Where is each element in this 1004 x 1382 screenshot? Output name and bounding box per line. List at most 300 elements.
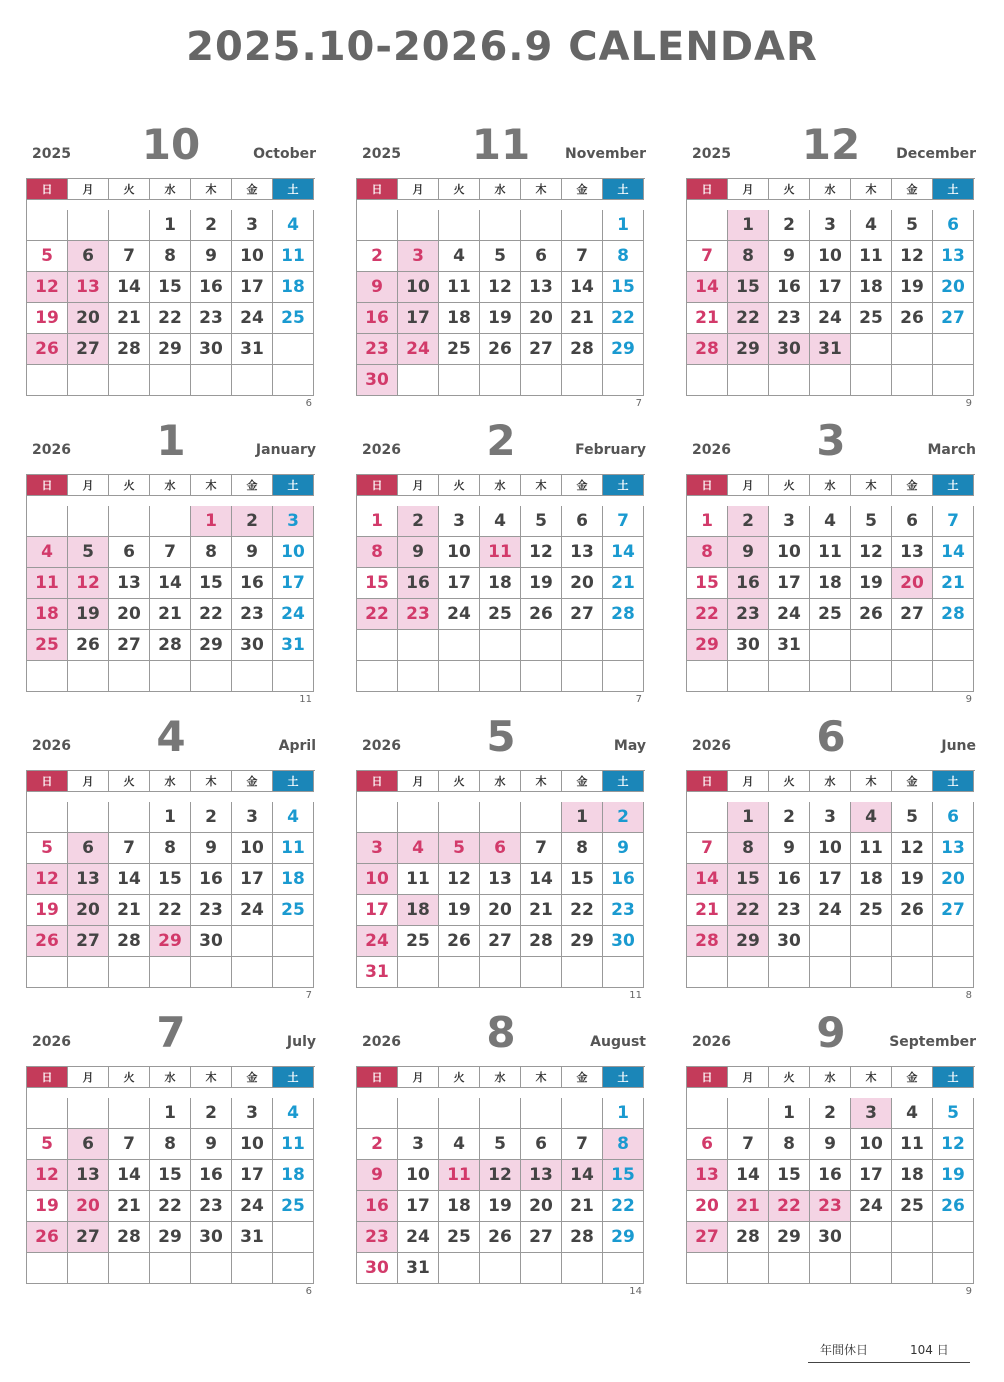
day-cell: 16 [191, 272, 232, 303]
empty-cell [357, 1098, 398, 1129]
empty-cell [562, 365, 603, 396]
day-cell: 11 [27, 568, 68, 599]
weekday-header: 火 [109, 179, 150, 200]
day-cell: 31 [273, 630, 314, 661]
weekday-header: 水 [810, 179, 851, 200]
month-number: 6 [816, 712, 846, 761]
empty-cell [357, 661, 398, 692]
empty-cell [439, 630, 480, 661]
day-cell: 5 [439, 833, 480, 864]
empty-cell [933, 661, 974, 692]
day-cell: 4 [851, 802, 892, 833]
day-cell: 19 [521, 568, 562, 599]
day-cell: 22 [150, 895, 191, 926]
weekday-header: 土 [603, 1067, 644, 1088]
month-block [26, 118, 316, 414]
day-cell: 11 [892, 1129, 933, 1160]
month-holiday-count: 6 [305, 398, 312, 409]
day-cell: 18 [27, 599, 68, 630]
day-cell: 8 [728, 833, 769, 864]
day-cell: 20 [68, 895, 109, 926]
day-cell: 24 [232, 895, 273, 926]
day-cell: 30 [357, 1253, 398, 1284]
day-cell: 19 [27, 303, 68, 334]
weekday-header: 月 [398, 771, 439, 792]
day-cell: 2 [810, 1098, 851, 1129]
month-block [26, 414, 316, 710]
month-day-grid [356, 1066, 645, 1284]
day-cell: 17 [769, 568, 810, 599]
day-cell: 19 [892, 272, 933, 303]
day-cell: 10 [232, 241, 273, 272]
day-cell: 19 [851, 568, 892, 599]
day-cell: 28 [562, 1222, 603, 1253]
day-cell: 28 [687, 334, 728, 365]
empty-cell [562, 1253, 603, 1284]
day-cell: 24 [769, 599, 810, 630]
day-cell: 15 [687, 568, 728, 599]
weekday-header: 土 [273, 179, 314, 200]
weekday-header: 月 [68, 1067, 109, 1088]
day-cell: 13 [521, 272, 562, 303]
day-cell: 23 [191, 303, 232, 334]
day-cell: 13 [933, 241, 974, 272]
month-day-grid [26, 770, 315, 988]
empty-cell [68, 506, 109, 537]
empty-cell [480, 957, 521, 988]
empty-cell [562, 957, 603, 988]
month-holiday-count: 9 [965, 694, 972, 705]
day-cell: 12 [892, 833, 933, 864]
empty-cell [728, 957, 769, 988]
weekday-header: 水 [480, 1067, 521, 1088]
day-cell: 6 [68, 1129, 109, 1160]
day-cell: 31 [232, 1222, 273, 1253]
day-cell: 3 [439, 506, 480, 537]
empty-cell [892, 926, 933, 957]
day-cell: 4 [273, 802, 314, 833]
day-cell: 20 [68, 1191, 109, 1222]
empty-cell [232, 661, 273, 692]
empty-cell [728, 1098, 769, 1129]
day-cell: 19 [27, 895, 68, 926]
day-cell: 11 [273, 833, 314, 864]
day-cell: 30 [232, 630, 273, 661]
day-cell: 23 [191, 1191, 232, 1222]
day-cell: 9 [769, 241, 810, 272]
month-day-grid [686, 1066, 975, 1284]
weekday-header: 土 [603, 771, 644, 792]
month-year: 2026 [692, 1034, 731, 1050]
day-cell: 3 [398, 1129, 439, 1160]
day-cell: 10 [398, 1160, 439, 1191]
day-cell: 9 [191, 241, 232, 272]
day-cell: 31 [398, 1253, 439, 1284]
day-cell: 2 [357, 1129, 398, 1160]
month-number: 10 [141, 120, 201, 169]
empty-cell [357, 210, 398, 241]
month-name: December [896, 146, 976, 162]
day-cell: 31 [357, 957, 398, 988]
day-cell: 16 [191, 864, 232, 895]
empty-cell [398, 630, 439, 661]
day-cell: 22 [728, 303, 769, 334]
day-cell: 20 [892, 568, 933, 599]
day-cell: 23 [810, 1191, 851, 1222]
day-cell: 14 [109, 864, 150, 895]
weekday-header: 土 [933, 179, 974, 200]
day-cell: 7 [603, 506, 644, 537]
day-cell: 14 [150, 568, 191, 599]
day-cell: 4 [439, 241, 480, 272]
weekday-header: 土 [933, 771, 974, 792]
month-number: 5 [486, 712, 516, 761]
day-cell: 12 [933, 1129, 974, 1160]
empty-cell [398, 661, 439, 692]
month-name: March [927, 442, 976, 458]
empty-cell [769, 1253, 810, 1284]
day-cell: 21 [687, 895, 728, 926]
day-cell: 11 [851, 241, 892, 272]
empty-cell [68, 1098, 109, 1129]
empty-cell [273, 957, 314, 988]
weekday-header: 火 [769, 475, 810, 496]
day-cell: 27 [68, 334, 109, 365]
month-block [686, 710, 976, 1006]
month-number: 2 [486, 416, 516, 465]
month-year: 2026 [362, 738, 401, 754]
empty-cell [687, 802, 728, 833]
weekday-header: 金 [892, 475, 933, 496]
empty-cell [439, 1253, 480, 1284]
day-cell: 2 [191, 210, 232, 241]
day-cell: 13 [933, 833, 974, 864]
day-cell: 24 [851, 1191, 892, 1222]
weekday-header: 木 [191, 179, 232, 200]
day-cell: 24 [398, 334, 439, 365]
empty-cell [109, 506, 150, 537]
month-name: January [255, 442, 316, 458]
day-cell: 23 [769, 895, 810, 926]
day-cell: 15 [603, 1160, 644, 1191]
day-cell: 5 [892, 802, 933, 833]
day-cell: 23 [728, 599, 769, 630]
day-cell: 25 [439, 1222, 480, 1253]
day-cell: 5 [27, 833, 68, 864]
weekday-header: 火 [109, 1067, 150, 1088]
day-cell: 25 [273, 1191, 314, 1222]
day-cell: 12 [892, 241, 933, 272]
day-cell: 14 [603, 537, 644, 568]
weekday-header: 土 [273, 475, 314, 496]
weekday-header: 金 [562, 179, 603, 200]
day-cell: 8 [150, 833, 191, 864]
day-cell: 18 [892, 1160, 933, 1191]
day-cell: 8 [769, 1129, 810, 1160]
month-year: 2025 [362, 146, 401, 162]
month-name: August [590, 1034, 646, 1050]
empty-cell [273, 1253, 314, 1284]
empty-cell [273, 1222, 314, 1253]
month-holiday-count: 7 [635, 694, 642, 705]
day-cell: 6 [109, 537, 150, 568]
month-day-grid [26, 178, 315, 396]
day-cell: 23 [357, 334, 398, 365]
day-cell: 13 [68, 864, 109, 895]
month-holiday-count: 11 [629, 990, 642, 1001]
day-cell: 30 [191, 1222, 232, 1253]
day-cell: 29 [728, 334, 769, 365]
month-number: 7 [156, 1008, 186, 1057]
day-cell: 12 [27, 272, 68, 303]
day-cell: 19 [933, 1160, 974, 1191]
page-title: 2025.10-2026.9 CALENDAR [186, 24, 818, 70]
empty-cell [150, 506, 191, 537]
annual-holidays-summary [808, 1338, 970, 1363]
weekday-header: 月 [68, 475, 109, 496]
empty-cell [603, 957, 644, 988]
weekday-header: 土 [603, 179, 644, 200]
day-cell: 13 [562, 537, 603, 568]
month-day-grid [356, 178, 645, 396]
day-cell: 22 [150, 1191, 191, 1222]
day-cell: 14 [933, 537, 974, 568]
day-cell: 25 [27, 630, 68, 661]
day-cell: 28 [603, 599, 644, 630]
day-cell: 28 [728, 1222, 769, 1253]
month-year: 2026 [32, 738, 71, 754]
day-cell: 5 [27, 241, 68, 272]
day-cell: 21 [933, 568, 974, 599]
month-number: 9 [816, 1008, 846, 1057]
month-day-grid [686, 770, 975, 988]
weekday-header: 木 [521, 179, 562, 200]
day-cell: 1 [150, 210, 191, 241]
weekday-header: 日 [27, 475, 68, 496]
empty-cell [810, 1253, 851, 1284]
day-cell: 26 [27, 926, 68, 957]
month-name: July [286, 1034, 316, 1050]
empty-cell [398, 1098, 439, 1129]
month-number: 11 [471, 120, 531, 169]
day-cell: 2 [191, 1098, 232, 1129]
empty-cell [687, 1253, 728, 1284]
day-cell: 4 [439, 1129, 480, 1160]
day-cell: 27 [933, 303, 974, 334]
day-cell: 20 [933, 864, 974, 895]
weekday-header: 木 [851, 771, 892, 792]
weekday-header: 日 [357, 475, 398, 496]
empty-cell [521, 661, 562, 692]
weekday-header: 月 [728, 475, 769, 496]
weekday-header: 木 [851, 475, 892, 496]
day-cell: 3 [357, 833, 398, 864]
day-cell: 7 [109, 833, 150, 864]
day-cell: 6 [687, 1129, 728, 1160]
day-cell: 12 [439, 864, 480, 895]
day-cell: 20 [521, 303, 562, 334]
empty-cell [728, 1253, 769, 1284]
day-cell: 28 [109, 334, 150, 365]
weekday-header: 金 [892, 179, 933, 200]
day-cell: 13 [109, 568, 150, 599]
day-cell: 27 [933, 895, 974, 926]
day-cell: 8 [150, 241, 191, 272]
month-day-grid [356, 474, 645, 692]
month-holiday-count: 8 [965, 990, 972, 1001]
day-cell: 25 [810, 599, 851, 630]
day-cell: 8 [728, 241, 769, 272]
day-cell: 19 [439, 895, 480, 926]
empty-cell [521, 1253, 562, 1284]
empty-cell [439, 802, 480, 833]
empty-cell [769, 957, 810, 988]
day-cell: 16 [603, 864, 644, 895]
day-cell: 9 [603, 833, 644, 864]
weekday-header: 土 [603, 475, 644, 496]
annual-holidays-label: 年間休日 [820, 1343, 869, 1357]
day-cell: 18 [398, 895, 439, 926]
day-cell: 17 [398, 1191, 439, 1222]
weekday-header: 水 [150, 475, 191, 496]
weekday-header: 火 [439, 475, 480, 496]
month-header [686, 414, 976, 474]
day-cell: 9 [728, 537, 769, 568]
empty-cell [851, 661, 892, 692]
day-cell: 22 [357, 599, 398, 630]
day-cell: 20 [687, 1191, 728, 1222]
day-cell: 4 [810, 506, 851, 537]
day-cell: 5 [851, 506, 892, 537]
day-cell: 7 [521, 833, 562, 864]
weekday-header: 金 [562, 771, 603, 792]
day-cell: 16 [357, 303, 398, 334]
day-cell: 24 [232, 1191, 273, 1222]
day-cell: 24 [810, 303, 851, 334]
empty-cell [933, 1222, 974, 1253]
day-cell: 15 [150, 864, 191, 895]
weekday-header: 日 [357, 179, 398, 200]
weekday-header: 水 [810, 771, 851, 792]
month-name: February [575, 442, 646, 458]
day-cell: 20 [480, 895, 521, 926]
day-cell: 6 [68, 833, 109, 864]
weekday-header: 火 [769, 179, 810, 200]
day-cell: 5 [892, 210, 933, 241]
day-cell: 17 [232, 272, 273, 303]
weekday-header: 木 [191, 1067, 232, 1088]
month-name: November [565, 146, 646, 162]
empty-cell [851, 630, 892, 661]
day-cell: 26 [892, 303, 933, 334]
empty-cell [521, 802, 562, 833]
day-cell: 22 [728, 895, 769, 926]
day-cell: 11 [810, 537, 851, 568]
day-cell: 13 [68, 272, 109, 303]
empty-cell [232, 365, 273, 396]
empty-cell [562, 1098, 603, 1129]
weekday-header: 土 [273, 771, 314, 792]
weekday-header: 木 [851, 179, 892, 200]
weekday-header: 日 [687, 771, 728, 792]
empty-cell [521, 1098, 562, 1129]
day-cell: 17 [398, 303, 439, 334]
month-day-grid [686, 178, 975, 396]
day-cell: 18 [851, 864, 892, 895]
day-cell: 21 [562, 1191, 603, 1222]
empty-cell [480, 1253, 521, 1284]
empty-cell [109, 802, 150, 833]
day-cell: 11 [851, 833, 892, 864]
day-cell: 24 [273, 599, 314, 630]
empty-cell [150, 1253, 191, 1284]
weekday-header: 水 [810, 1067, 851, 1088]
day-cell: 18 [273, 864, 314, 895]
day-cell: 25 [851, 303, 892, 334]
weekday-header: 金 [892, 1067, 933, 1088]
day-cell: 21 [109, 1191, 150, 1222]
month-holiday-count: 6 [305, 1286, 312, 1297]
empty-cell [480, 661, 521, 692]
day-cell: 3 [810, 210, 851, 241]
empty-cell [810, 957, 851, 988]
day-cell: 27 [892, 599, 933, 630]
day-cell: 26 [27, 334, 68, 365]
day-cell: 2 [769, 210, 810, 241]
day-cell: 17 [232, 1160, 273, 1191]
day-cell: 22 [769, 1191, 810, 1222]
day-cell: 10 [398, 272, 439, 303]
month-year: 2026 [362, 1034, 401, 1050]
empty-cell [810, 926, 851, 957]
day-cell: 9 [357, 1160, 398, 1191]
empty-cell [480, 1098, 521, 1129]
day-cell: 9 [769, 833, 810, 864]
month-number: 8 [486, 1008, 516, 1057]
month-name: May [613, 738, 646, 754]
day-cell: 14 [562, 272, 603, 303]
day-cell: 7 [562, 1129, 603, 1160]
day-cell: 18 [273, 272, 314, 303]
month-year: 2025 [32, 146, 71, 162]
day-cell: 10 [769, 537, 810, 568]
month-header [356, 118, 646, 178]
day-cell: 17 [439, 568, 480, 599]
day-cell: 10 [357, 864, 398, 895]
day-cell: 25 [892, 1191, 933, 1222]
day-cell: 9 [191, 833, 232, 864]
day-cell: 26 [439, 926, 480, 957]
day-cell: 30 [769, 334, 810, 365]
empty-cell [851, 926, 892, 957]
day-cell: 3 [232, 1098, 273, 1129]
month-block [356, 1006, 646, 1302]
day-cell: 29 [687, 630, 728, 661]
day-cell: 8 [562, 833, 603, 864]
month-number: 12 [801, 120, 861, 169]
empty-cell [933, 926, 974, 957]
empty-cell [892, 957, 933, 988]
day-cell: 6 [933, 802, 974, 833]
empty-cell [851, 1253, 892, 1284]
empty-cell [232, 957, 273, 988]
day-cell: 1 [728, 802, 769, 833]
day-cell: 14 [521, 864, 562, 895]
empty-cell [892, 661, 933, 692]
day-cell: 30 [357, 365, 398, 396]
empty-cell [603, 1253, 644, 1284]
weekday-header: 木 [191, 475, 232, 496]
